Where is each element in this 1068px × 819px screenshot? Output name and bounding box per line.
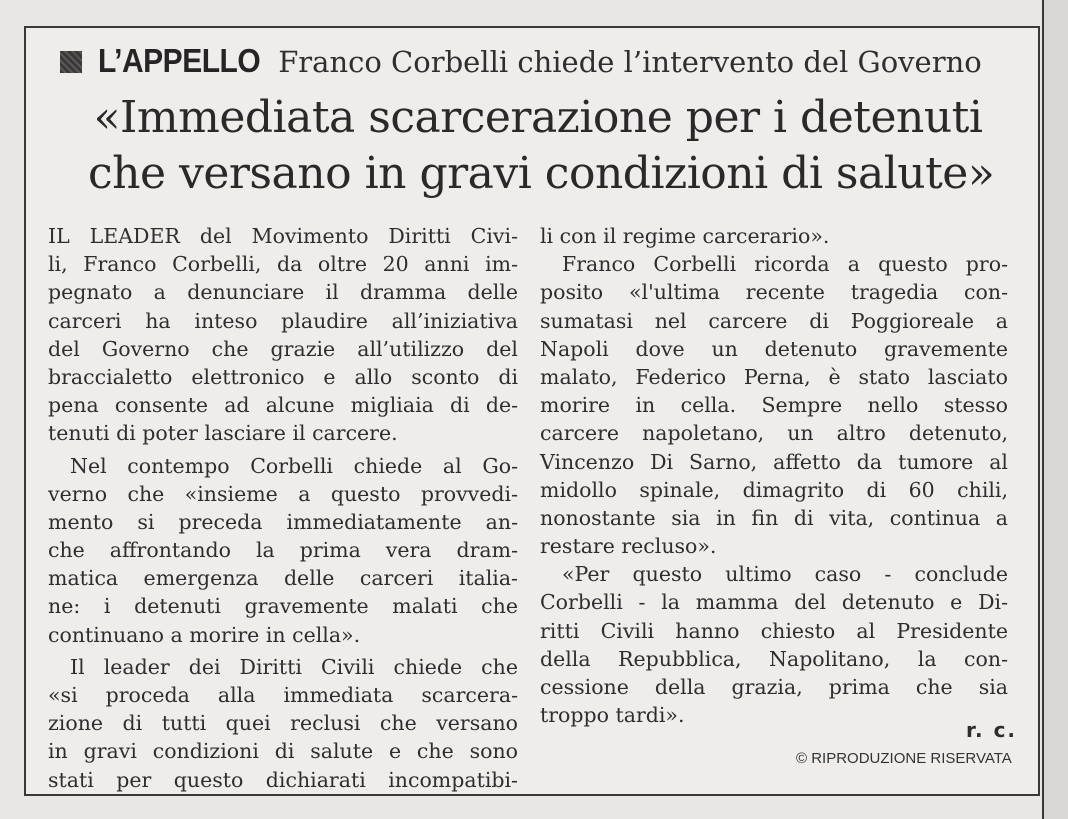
text-line: stati per questo dichiarati incompatibi- [48, 767, 518, 792]
headline [88, 90, 995, 202]
text-line: morire in cella. Sempre nello stesso [540, 393, 1008, 418]
text-line: malato, Federico Perna, è stato lasciato [540, 364, 1008, 389]
text-line: Nel contempo Corbelli chiede al Go- [70, 453, 518, 478]
text-line: restare recluso». [540, 534, 717, 559]
kicker-subtitle: Franco Corbelli chiede l’intervento del Governo [278, 45, 982, 79]
square-icon [60, 51, 82, 73]
text-line: ne: i detenuti gravemente malati che [48, 594, 518, 619]
text-line: pena consente ad alcune migliaia di de- [48, 393, 518, 418]
text-line: del Governo che grazie all’utilizzo del [48, 336, 518, 361]
text-line: pegnato a denunciare il dramma delle [48, 280, 518, 305]
headline-line: che versano in gravi condizioni di salute» [88, 148, 995, 199]
text-line: cessione della grazia, prima che sia [540, 675, 1008, 699]
text-line: tenuti di poter lasciare il carcere. [48, 421, 398, 446]
text-line: sumatasi nel carcere di Poggioreale a [540, 308, 1008, 333]
text-line: carceri ha inteso plaudire all’iniziativa [48, 308, 518, 333]
text-line: li, Franco Corbelli, da oltre 20 anni im- [48, 252, 518, 277]
text-line: posito «l'ultima recente tragedia con- [540, 280, 1008, 305]
text-line: Il leader dei Diritti Civili chiede che [70, 654, 518, 679]
text-line: ritti Civili hanno chiesto al Presidente [540, 618, 1008, 643]
headline-line: «Immediata scarcerazione per i detenuti [93, 92, 983, 143]
text-line: Corbelli - la mamma del detenuto e Di- [540, 590, 1008, 615]
author-initials: r. c. [966, 718, 1018, 742]
newspaper-clipping [24, 26, 1040, 796]
text-line: troppo tardi». [540, 703, 685, 728]
kicker-label: L’APPELLO [98, 43, 261, 80]
text-line: braccialetto elettronico e allo sconto di [48, 364, 518, 389]
text-line: Napoli dove un detenuto gravemente [540, 336, 1008, 361]
text-line: nonostante sia in fin di vita, continua a [540, 505, 1008, 530]
text-line: verno che «insieme a questo provvedi- [48, 481, 518, 506]
text-line: Vincenzo Di Sarno, affetto da tumore al [540, 449, 1008, 474]
text-line: «si proceda alla immediata scarcera- [48, 683, 518, 707]
text-line: «Per questo ultimo caso - conclude [562, 562, 1008, 587]
text-line: zione di tutti quei reclusi che versano [48, 711, 518, 736]
copyright-notice: © RIPRODUZIONE RISERVATA [796, 750, 1012, 767]
text-line: della Repubblica, Napolitano, la con- [540, 646, 1008, 671]
text-line: mento si preceda immediatamente an- [48, 509, 518, 534]
text-line: Franco Corbelli ricorda a questo pro- [562, 252, 1008, 277]
adjacent-page-edge [1042, 0, 1068, 819]
text-line: IL LEADER del Movimento Diritti Civi- [48, 224, 518, 248]
text-line: matica emergenza delle carceri italia- [48, 566, 518, 591]
text-line: continuano a morire in cella». [48, 622, 361, 647]
article-column-left [48, 222, 518, 794]
article-column-right [540, 222, 1008, 729]
text-line: midollo spinale, dimagrito di 60 chili, [540, 477, 1008, 502]
text-line: che affrontando la prima vera dram- [48, 538, 518, 563]
kicker [60, 42, 982, 82]
text-line: carcere napoletano, un altro detenuto, [540, 421, 1008, 446]
text-line: li con il regime carcerario». [540, 224, 830, 248]
text-line: in gravi condizioni di salute e che sono [48, 739, 518, 764]
